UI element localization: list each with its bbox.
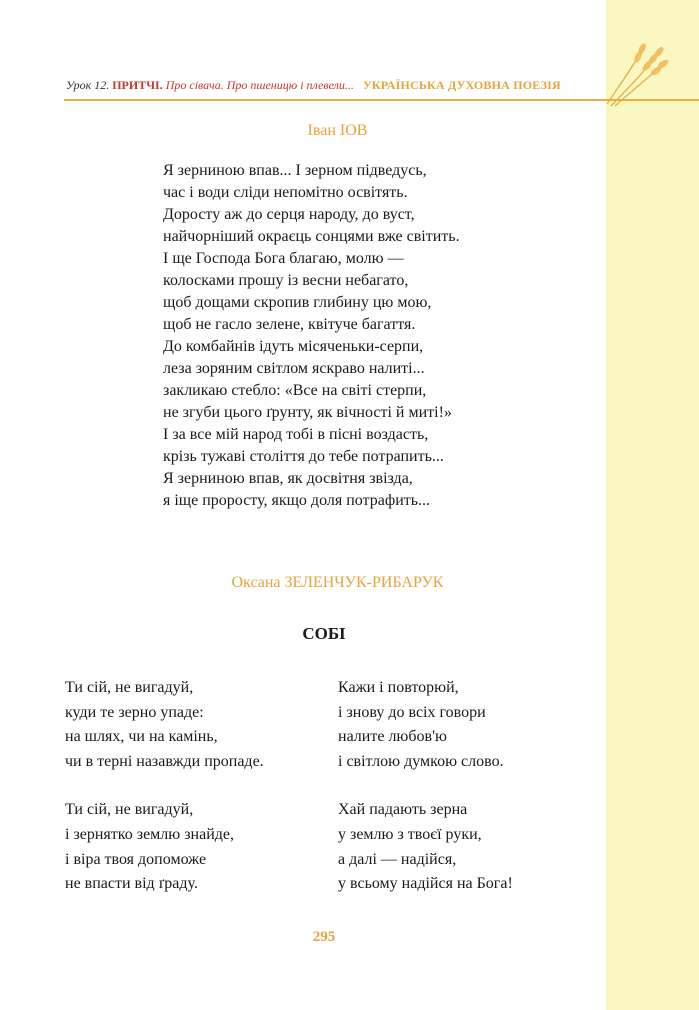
poem-line: Я зерниною впав... І зерном підведусь,	[163, 162, 427, 179]
stanza	[338, 676, 513, 774]
section-title: УКРАЇНСЬКА ДУХОВНА ПОЕЗІЯ	[362, 78, 561, 92]
poem-line: крізь тужаві століття до тебе потрапить...	[163, 448, 444, 465]
poem-line: найчорніший окраєць сонцями вже світить.	[163, 228, 460, 245]
poem-line: Доросту аж до серця народу, до вуст,	[163, 206, 415, 223]
poem-line: чи в терні назавжди пропаде.	[65, 752, 264, 770]
poem-line: не згуби цього ґрунту, як вічності й миті!»	[163, 404, 452, 421]
poem-line: І ще Господа Бога благаю, молю —	[163, 250, 404, 267]
header-divider	[64, 99, 699, 101]
side-strip	[606, 0, 699, 1010]
poem1-author: Іван ІОВ	[307, 122, 368, 139]
poem-line: До комбайнів ідуть місяченьки-серпи,	[163, 338, 424, 355]
poem-line: а далі — надійся,	[338, 850, 457, 868]
poem-line: куди те зерно упаде:	[65, 703, 204, 721]
poem-line: Хай падають зерна	[338, 801, 468, 819]
poem-line: І за все мій народ тобі в пісні воздасть,	[163, 426, 429, 443]
poem-line: час і води сліди непомітно освітять.	[163, 184, 408, 201]
poem-line: леза зоряним світлом яскраво налиті...	[163, 360, 425, 377]
poem-line: і знову до всіх говори	[338, 703, 486, 721]
poem-line: і світлою думкою слово.	[338, 752, 504, 770]
poem2-right-column	[338, 676, 513, 921]
poem-line: щоб дощами скропив глибину цю мою,	[163, 294, 432, 311]
poem2-title: СОБІ	[302, 624, 346, 643]
poem-line: Ти сій, не вигадуй,	[65, 679, 194, 696]
poem-line: колосками прошу із весни небагато,	[163, 272, 409, 289]
poem-line: я іще проросту, якщо доля потрафить...	[163, 492, 431, 509]
poem1-text	[163, 160, 460, 512]
stanza	[65, 798, 264, 896]
parables-label: ПРИТЧІ.	[112, 78, 163, 92]
poem-line: у всьому надійся на Бога!	[338, 875, 513, 893]
poem-line: щоб не гасло зелене, квітуче багаття.	[163, 316, 416, 333]
lesson-label: Урок 12.	[66, 78, 110, 92]
poem-line: Я зерниною впав, як досвітня звізда,	[163, 470, 413, 487]
poem-line: і зернятко землю знайде,	[65, 825, 235, 843]
page-number: 295	[312, 929, 336, 945]
poem-line: налите любов'ю	[338, 728, 447, 746]
poem-line: Кажи і повторюй,	[338, 679, 459, 696]
poem-line: і віра твоя допоможе	[65, 850, 207, 868]
poem-line: Ти сій, не вигадуй,	[65, 801, 194, 819]
stanza	[338, 798, 513, 896]
poem-line: не впасти від ґраду.	[65, 875, 198, 893]
poem-line: на шлях, чи на камінь,	[65, 728, 218, 746]
poem-line: закликаю стебло: «Все на світі стерпи,	[163, 382, 427, 399]
poem-line: у землю з твоєї руки,	[338, 825, 482, 843]
parables-subtitles: Про сівача. Про пшеницю і плевели...	[165, 78, 354, 92]
poem2-left-column	[65, 676, 264, 921]
stanza	[65, 676, 264, 774]
poem2-author: Оксана ЗЕЛЕНЧУК-РИБАРУК	[231, 574, 444, 591]
